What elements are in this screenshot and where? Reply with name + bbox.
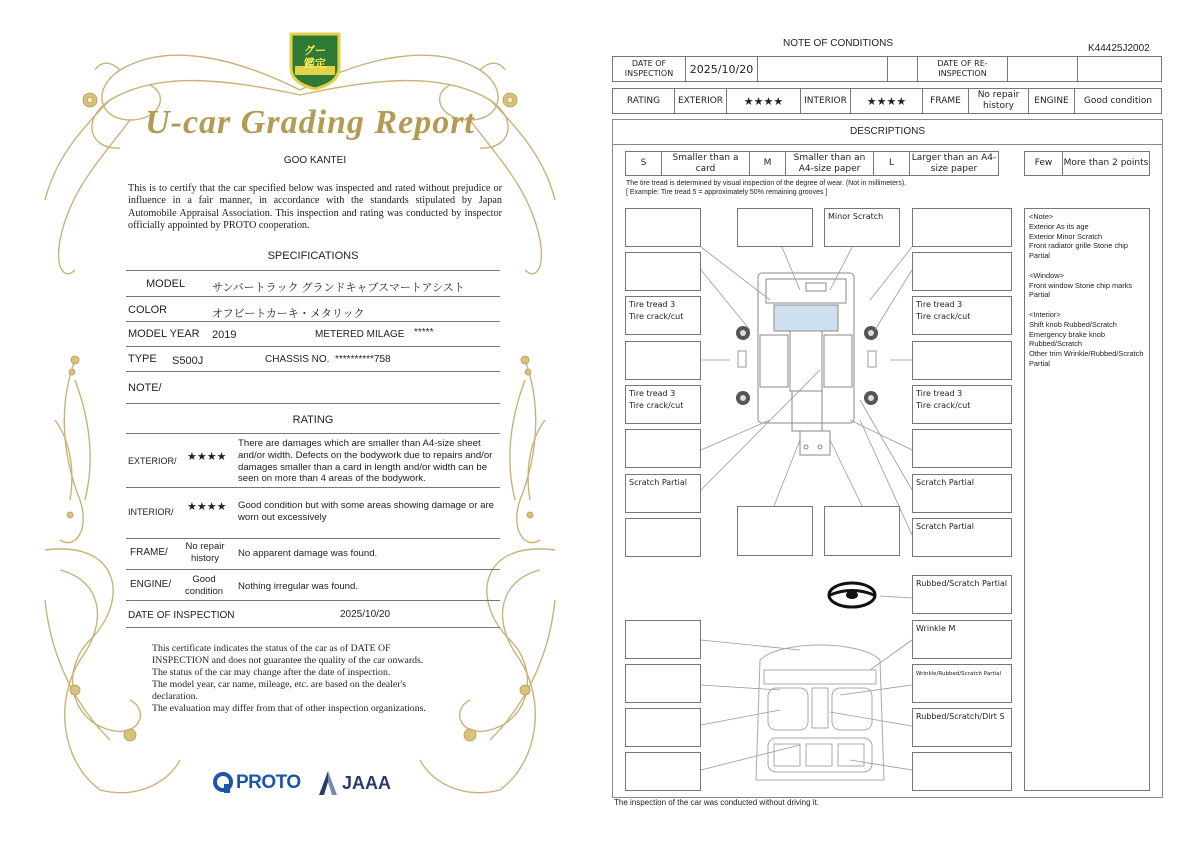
box-label: Scratch Partial [916,522,974,531]
date-of-reinspection-label: DATE OF RE-INSPECTION [918,57,1008,82]
legend-few: Few [1025,152,1063,176]
box-label: Tire tread 3 [629,300,676,309]
engine-value: Good condition [184,574,224,597]
logo-text: グー鑑定 [304,44,326,70]
condition-box [912,429,1012,468]
condition-box [912,252,1012,291]
condition-box [625,752,701,791]
condition-box [625,708,701,747]
condition-box [912,341,1012,380]
proto-logo-text: PROTO [236,772,301,793]
legend-m: M [750,152,786,176]
disclaimer-line: The evaluation may differ from that of other inspection organizations. [152,702,426,714]
legend-l: L [874,152,910,176]
document-id: K44425J2002 [1088,43,1150,54]
model-value: サンバートラック グランドキャブスマートアシスト [212,282,465,294]
model-year-label: MODEL YEAR [128,328,200,340]
engine-label: ENGINE/ [130,579,172,590]
frame-label: FRAME/ [130,547,168,558]
interior-label: INTERIOR/ [128,507,174,517]
type-label: TYPE [128,353,157,365]
engine-value: Good condition [1075,89,1162,114]
condition-box [824,506,900,556]
engine-description: Nothing irregular was found. [238,581,358,592]
jaaa-mark-icon [318,770,338,796]
report-title: U-car Grading Report [145,104,475,141]
condition-box-scratch-right [912,474,1012,513]
condition-box [737,506,813,556]
frame-value: No repair history [185,541,225,564]
box-label: Wrinkle/Rubbed/Scratch Partial [916,671,1002,677]
metered-mileage-value: ***** [414,327,434,338]
note-line: <Window> [1029,270,1064,280]
exterior-stars: ★★★★ [727,89,801,114]
condition-box [625,518,701,557]
condition-box [912,208,1012,247]
note-line: Front radiator grille Stone chip Partial [1029,241,1129,261]
note-line [1029,261,1145,271]
disclaimer-line: declaration. [152,690,198,702]
interior-label: INTERIOR [801,89,851,114]
disclaimer-line: INSPECTION and does not guarantee the quality of the car onwards. [152,654,424,666]
note-label: NOTE/ [128,382,162,394]
note-of-conditions-sheet [600,0,1200,848]
box-label: Tire tread 3 [916,300,963,309]
box-label: Tire crack/cut [916,312,971,321]
condition-box-wrinkle [912,620,1012,659]
condition-box [625,664,701,703]
legend-few-desc: More than 2 points [1063,152,1150,176]
note-line: Shift knob Rubbed/Scratch [1029,319,1117,329]
color-value: オフビートカーキ・メタリック [212,308,365,320]
model-year-value: 2019 [212,329,237,341]
condition-box-scratch-left [625,474,701,513]
box-label: Tire tread 3 [916,389,963,398]
box-label: Tire crack/cut [629,401,684,410]
condition-box [625,620,701,659]
condition-box [625,208,701,247]
exterior-label: EXTERIOR/ [128,456,177,466]
disclaimer-line: This certificate indicates the status of the car as of DATE OF [152,643,391,654]
tread-example: [ Example: Tire tread 5 = approximately 50% remaining grooves ] [626,189,828,196]
rating-label: RATING [613,89,675,114]
specifications-heading: SPECIFICATIONS [267,250,359,262]
model-label: MODEL [146,278,186,290]
box-label: Tire crack/cut [629,312,684,321]
box-label: Tire crack/cut [916,401,971,410]
box-label: Rubbed/Scratch Partial [916,579,1008,588]
legend-s: S [626,152,662,176]
condition-box-tire-rear-right [912,385,1012,424]
condition-box [912,752,1012,791]
note-line: Exterior As its age [1029,221,1089,231]
box-label: Scratch Partial [916,478,974,487]
condition-box [625,341,701,380]
disclaimer-line: The status of the car may change after the date of inspection. [152,666,391,678]
condition-box-steering [912,575,1012,614]
box-label: Minor Scratch [828,212,884,221]
legend-m-desc: Smaller than an A4-size paper [786,152,874,176]
descriptions-heading: DESCRIPTIONS [612,119,1163,145]
condition-box [625,252,701,291]
interior-stars: ★★★★ [851,89,923,114]
notes-panel [1024,208,1150,791]
metered-mileage-label: METERED MILAGE [315,329,405,340]
rating-heading: RATING [292,414,334,426]
engine-label: ENGINE [1029,89,1075,114]
note-line: <Interior> [1029,309,1061,319]
steering-wheel-icon [826,581,878,609]
condition-box-rubbed-dirt [912,708,1012,747]
box-label: Wrinkle M [916,624,956,633]
disclaimer-line: The model year, car name, mileage, etc. are based on the dealer's [152,678,407,690]
certify-paragraph: This is to certify that the car specified below was inspected and rated without prejudice or influence in a fair manner, in accordance with the standards stipulated by Japan Automobile Appraisal Association. This inspection and rating was conducted by inspector officially appointed by PROTO cooperation. [128,183,502,232]
condition-box-minor-scratch [824,208,900,247]
jaaa-logo [318,769,391,797]
date-of-inspection-value: 2025/10/20 [340,609,391,620]
condition-box-tire-front-left [625,296,701,335]
box-label: Scratch Partial [629,478,687,487]
tread-note: The tire tread is determined by visual inspection of the degree of wear. (Not in millimeters). [626,180,907,187]
interior-description: Good condition but with some areas showing damage or are worn out excessively [238,500,494,523]
type-value: S500J [172,355,204,367]
exterior-label: EXTERIOR [675,89,727,114]
box-label: Tire tread 3 [629,389,676,398]
note-line: <Note> [1029,212,1054,221]
condition-box-scratch-right-2 [912,518,1012,557]
box-label: Rubbed/Scratch/Dirt S [916,712,1005,721]
condition-box-tire-rear-left [625,385,701,424]
proto-mark-icon [213,772,233,794]
exterior-description: There are damages which are smaller than A4-size sheet and/or width. Defects on the bodywork due to repairs and/or damages smaller than a card in length and/or width can be seen on more than 4 areas of the bodywork. [238,438,493,485]
chassis-label: CHASSIS NO. [265,354,330,365]
exterior-stars: ★★★★ [187,450,227,463]
chassis-value: **********758 [335,354,391,365]
condition-box [737,208,813,247]
legend-s-desc: Smaller than a card [662,152,750,176]
condition-box [625,429,701,468]
date-of-inspection-label: DATE OF INSPECTION [128,610,235,621]
note-line: Emergency brake knob Rubbed/Scratch [1029,329,1105,349]
date-of-inspection-value: 2025/10/20 [686,57,758,82]
condition-box-tire-front-right [912,296,1012,335]
disclaimer [152,643,482,714]
date-of-inspection-label: DATE OF INSPECTION [613,57,686,82]
frame-value: No repair history [969,89,1029,114]
frame-description: No apparent damage was found. [238,548,378,559]
report-subtitle: GOO KANTEI [283,155,347,166]
vehicle-interior-diagram [750,640,890,785]
goo-kantei-logo [287,32,343,90]
color-label: COLOR [128,304,168,316]
footer-note: The inspection of the car was conducted without driving it. [614,798,819,807]
interior-stars: ★★★★ [187,500,227,513]
condition-box-wrinkle-rubbed [912,664,1012,703]
note-line [1029,300,1145,310]
frame-label: FRAME [923,89,969,114]
note-line: Exterior Minor Scratch [1029,231,1103,241]
sheet-title: NOTE OF CONDITIONS [783,38,893,49]
proto-logo [213,771,301,795]
note-line: Other trim Wrinkle/Rubbed/Scratch Partial [1029,349,1144,368]
jaaa-logo-text: JAAA [342,772,392,793]
note-line: Front window Stone chip marks Partial [1029,280,1133,300]
legend-l-desc: Larger than an A4-size paper [910,152,999,176]
